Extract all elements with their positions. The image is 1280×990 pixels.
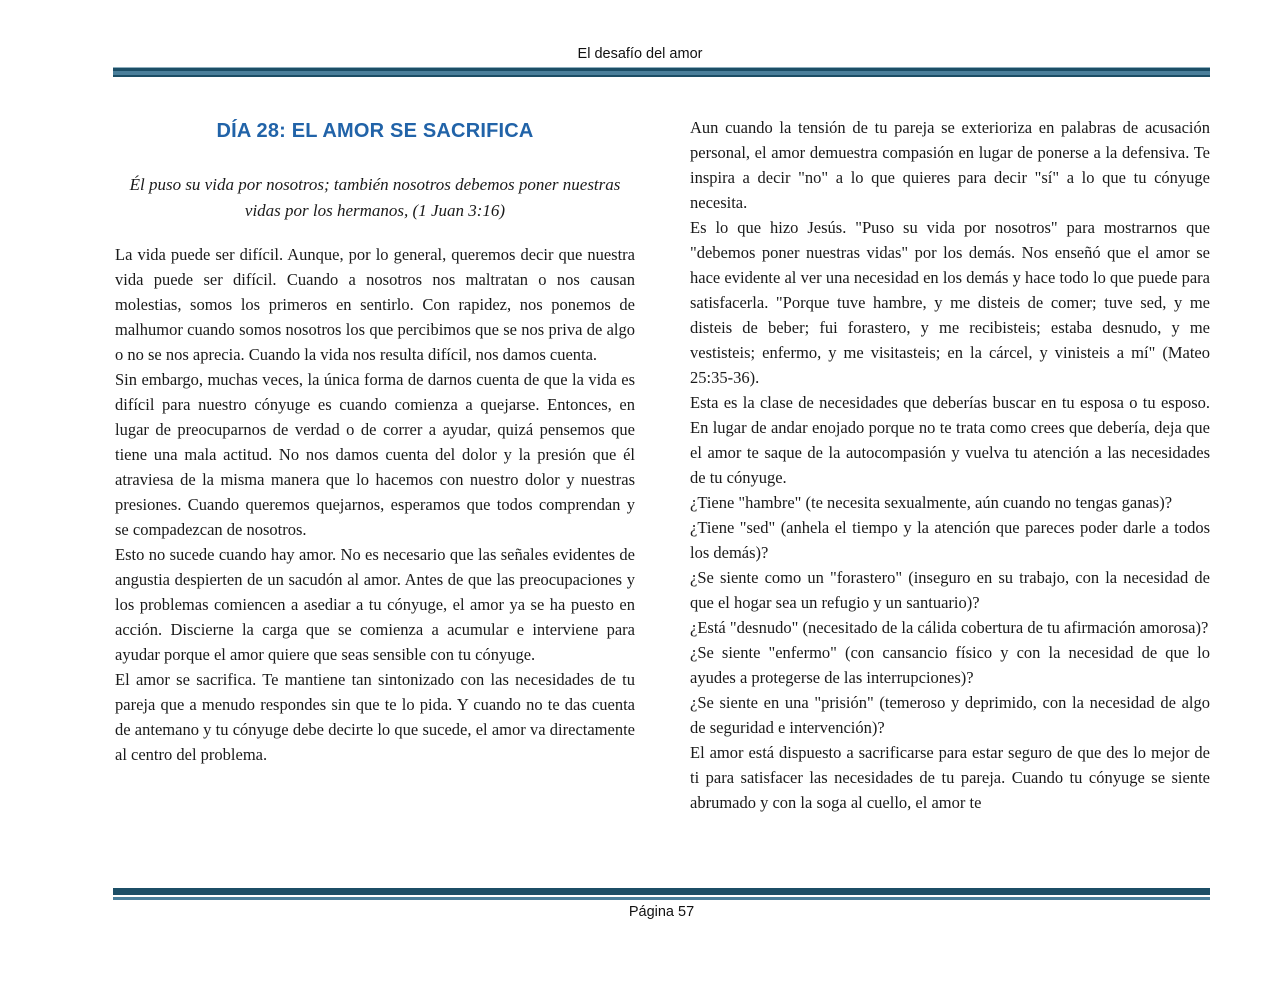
- body-paragraph: ¿Se siente como un "forastero" (inseguro en su trabajo, con la necesidad de que el hogar sea un refugio y un santuario)?: [690, 568, 1210, 612]
- running-footer: [113, 888, 1210, 920]
- body-paragraph: El amor se sacrifica. Te mantiene tan sintonizado con las necesidades de tu pareja que a menudo respondes sin que te lo pida. Y cuando no te das cuenta de antemano y tu cónyuge debe decirte lo que sucede, el amor va directamente al centro del problema.: [115, 670, 635, 764]
- footer-rule-thin: [113, 897, 1210, 900]
- body-paragraph: Aun cuando la tensión de tu pareja se exterioriza en palabras de acusación personal, el amor demuestra compasión en lugar de ponerse a la defensiva. Te inspira a decir "no" a lo que quieres para decir "sí" a lo que tu cónyuge necesita.: [690, 118, 1210, 212]
- body-paragraph: ¿Se siente en una "prisión" (temeroso y deprimido, con la necesidad de algo de seguridad e intervención)?: [690, 693, 1210, 737]
- body-paragraph: ¿Se siente "enfermo" (con cansancio físico y con la necesidad de que lo ayudes a protegerse de las interrupciones)?: [690, 643, 1210, 687]
- body-paragraph: La vida puede ser difícil. Aunque, por lo general, queremos decir que nuestra vida puede ser difícil. Cuando a nosotros nos maltratan o nos causan molestias, somos los primeros en sentirlo. Con rapidez, nos ponemos de malhumor cuando somos nosotros los que percibimos que se nos priva de algo o no se nos aprecia. Cuando la vida nos resulta difícil, nos damos cuenta.: [115, 245, 635, 364]
- article-title: DÍA 28: EL AMOR SE SACRIFICA: [216, 120, 534, 142]
- body-paragraph: Es lo que hizo Jesús. "Puso su vida por nosotros" para mostrarnos que "debemos poner nuestras vidas" por los demás. Nos enseñó que el amor se hace evidente al ver una necesidad en los demás y hace todo lo que puede para satisfacerla. "Porque tuve hambre, y me disteis de comer; tuve sed, y me disteis de beber; fui forastero, y me recibisteis; estaba desnudo, y me vestisteis; enfermo, y me visitasteis; en la cárcel, y vinisteis a mí" (Mateo 25:35-36).: [690, 218, 1210, 387]
- body-paragraph: ¿Está "desnudo" (necesitado de la cálida cobertura de tu afirmación amorosa)?: [690, 618, 1209, 637]
- left-column: [115, 112, 635, 767]
- footer-rule-thick: [113, 888, 1210, 895]
- body-paragraph: ¿Tiene "sed" (anhela el tiempo y la atención que pareces poder darle a todos los demás)?: [690, 518, 1210, 562]
- page-number: Página 57: [628, 904, 695, 920]
- body-paragraph: Esto no sucede cuando hay amor. No es necesario que las señales evidentes de angustia despierten de un sacudón al amor. Antes de que las preocupaciones y los problemas comiencen a asediar a tu cónyuge, el amor ya se ha puesto en acción. Discierne la carga que se comienza a acumular e interviene para ayudar porque el amor quiere que seas sensible con tu cónyuge.: [115, 545, 635, 664]
- left-column-body: [115, 242, 635, 767]
- epigraph-verse: Él puso su vida por nosotros; también nosotros debemos poner nuestras vidas por los hermanos, (1 Juan 3:16): [129, 175, 621, 220]
- body-paragraph: Esta es la clase de necesidades que deberías buscar en tu esposa o tu esposo. En lugar de andar enojado porque no te trata como crees que debería, deja que el amor te saque de la autocompasión y vuelva tu atención a las necesidades de tu cónyuge.: [690, 393, 1210, 487]
- body-paragraph: El amor está dispuesto a sacrificarse para estar seguro de que des lo mejor de ti para satisfacer las necesidades de tu pareja. Cuando tu cónyuge se siente abrumado y con la soga al cuello, el amor te: [690, 743, 1210, 812]
- right-column-body: [690, 115, 1210, 815]
- header-rule-dark-bottom: [113, 75, 1210, 77]
- running-header-title: El desafío del amor: [577, 46, 703, 62]
- right-column: [690, 115, 1210, 815]
- body-paragraph: Sin embargo, muchas veces, la única forma de darnos cuenta de que la vida es difícil para nuestro cónyuge es cuando comienza a quejarse. Entonces, en lugar de preocuparnos de verdad o de correr a ayudar, quizá pensemos que tiene una mala actitud. No nos damos cuenta del dolor y la presión que él atraviesa de la misma manera que lo hacemos con nuestro dolor y nuestras presiones. Cuando queremos quejarnos, esperamos que todos comprendan y se compadezcan de nosotros.: [115, 370, 635, 539]
- body-paragraph: ¿Tiene "hambre" (te necesita sexualmente, aún cuando no tengas ganas)?: [690, 493, 1173, 512]
- header-rule: [113, 67, 1210, 77]
